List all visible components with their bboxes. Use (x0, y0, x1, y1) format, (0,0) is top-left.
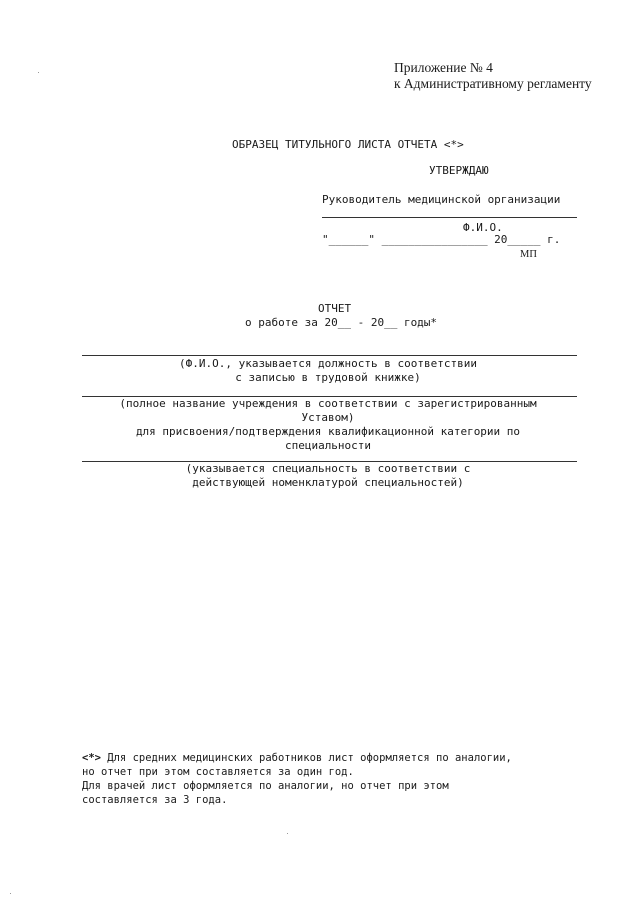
fio-note-line-1: (Ф.И.О., указывается должность в соответствии (178, 357, 477, 370)
footnote-line-4: составляется за 3 года. (82, 794, 228, 806)
footnote-text-1: Для средних медицинских работников лист оформляется по аналогии, (100, 752, 512, 764)
fio-note-line-2: с записью в трудовой книжке) (235, 371, 421, 384)
specialty-field-note (80, 462, 576, 490)
fio-caption: Ф.И.О. (463, 221, 503, 234)
approve-label: УТВЕРЖДАЮ (429, 164, 489, 177)
organization-field-note (80, 397, 576, 453)
annex-number: Приложение № 4 (394, 60, 493, 75)
org-note-line-1: (полное название учреждения в соответствии с зарегистрированным (119, 397, 537, 410)
annex-regulation: к Административному регламенту (394, 76, 592, 91)
org-note-line-2: Уставом) (301, 411, 355, 424)
footnote-line-1 (82, 751, 512, 765)
annex-reference (394, 60, 592, 92)
org-note-line-3: для присвоения/подтверждения квалификационной категории по (135, 425, 521, 438)
fio-field-line (82, 355, 577, 356)
spec-note-line-2: действующей номенклатурой специальностей) (192, 476, 464, 489)
footnote (82, 751, 512, 807)
sample-title: ОБРАЗЕЦ ТИТУЛЬНОГО ЛИСТА ОТЧЕТА <*> (232, 138, 464, 151)
scan-speck (10, 893, 11, 894)
report-title: ОТЧЕТ (318, 302, 352, 315)
footnote-line-2: но отчет при этом составляется за один год. (82, 766, 354, 778)
footnote-marker: <*> (82, 752, 101, 764)
org-note-line-4: специальности (284, 439, 372, 452)
spec-note-line-1: (указывается специальность в соответствии с (185, 462, 471, 475)
scan-speck (38, 72, 39, 73)
stamp-place-label: МП (520, 249, 537, 260)
head-role-label: Руководитель медицинской организации (322, 193, 561, 206)
report-period: о работе за 20__ - 20__ годы* (245, 316, 438, 329)
date-line: "______" ________________ 20_____ г. (322, 233, 561, 246)
footnote-line-3: Для врачей лист оформляется по аналогии, но отчет при этом (82, 780, 449, 792)
scan-speck (287, 833, 288, 834)
fio-field-note (80, 357, 576, 385)
signature-line (322, 217, 577, 218)
